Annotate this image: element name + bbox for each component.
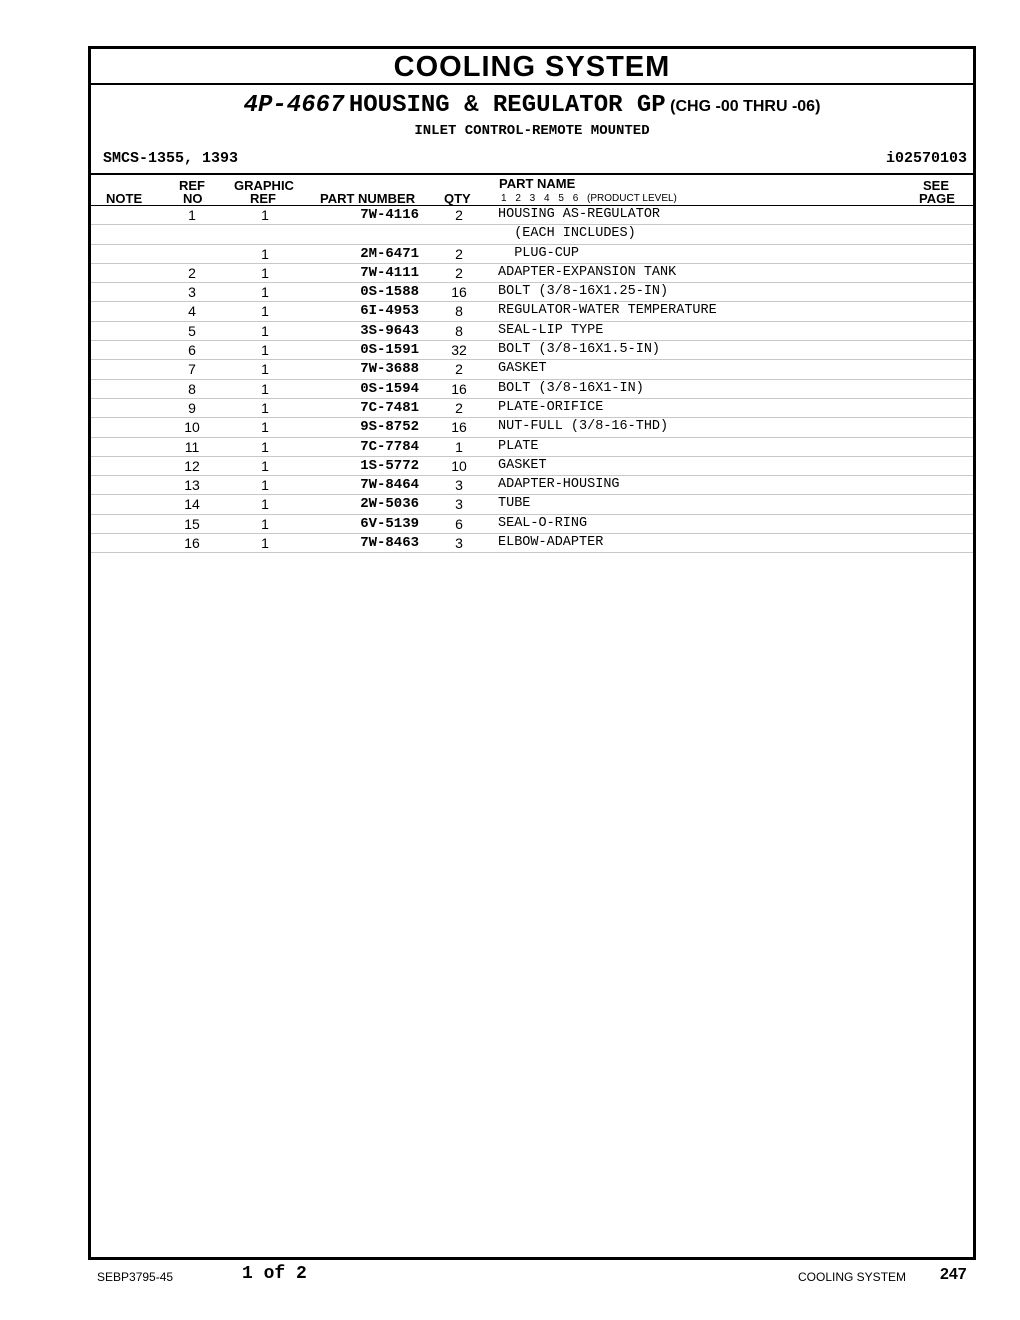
part-number-cell: 1S-5772	[360, 457, 419, 474]
part-name-cell: BOLT (3/8-16X1.25-IN)	[498, 284, 669, 300]
table-row	[91, 283, 973, 302]
header-see-page-line2: PAGE	[919, 191, 955, 206]
qty-cell: 2	[455, 399, 463, 416]
graphic-ref-cell: 1	[261, 477, 269, 494]
header-part-name: PART NAME	[499, 176, 576, 191]
ref-no-cell: 4	[188, 303, 196, 320]
part-name-cell: GASKET	[498, 457, 547, 473]
ref-no-cell: 8	[188, 380, 196, 397]
product-level-numbers: 1 2 3 4 5 6	[501, 193, 579, 204]
part-number-cell: 0S-1594	[360, 380, 419, 397]
graphic-ref-cell: 1	[261, 419, 269, 436]
part-name-cell: REGULATOR-WATER TEMPERATURE	[498, 303, 717, 319]
part-name-cell: SEAL-LIP TYPE	[498, 322, 604, 338]
part-name-cell: BOLT (3/8-16X1.5-IN)	[498, 342, 661, 358]
table-row	[91, 399, 973, 418]
part-number-cell: 7C-7481	[360, 399, 419, 416]
table-row	[91, 380, 973, 399]
qty-cell: 16	[451, 380, 467, 397]
part-name-cell: HOUSING AS-REGULATOR	[498, 207, 661, 222]
table-row	[91, 418, 973, 437]
qty-cell: 6	[455, 515, 463, 532]
table-row	[91, 322, 973, 341]
header-product-levels	[501, 193, 677, 204]
qty-cell: 2	[455, 264, 463, 281]
graphic-ref-cell: 1	[261, 535, 269, 552]
part-number-cell: 7W-3688	[360, 361, 419, 378]
qty-cell: 3	[455, 496, 463, 513]
footer-section: COOLING SYSTEM	[798, 1270, 907, 1284]
part-number-cell: 7W-4111	[360, 264, 419, 281]
ref-no-cell: 11	[184, 438, 200, 455]
footer-page-number: 247	[940, 1266, 967, 1283]
product-level-label: (PRODUCT LEVEL)	[587, 193, 677, 204]
part-number-cell: 0S-1591	[360, 342, 419, 359]
table-row	[91, 245, 973, 264]
ref-no-cell: 5	[188, 322, 196, 339]
table-header	[91, 175, 973, 206]
qty-cell: 2	[455, 245, 463, 262]
part-number-cell: 7W-8464	[360, 477, 419, 494]
header-ref-no-line1: REF	[179, 178, 205, 193]
part-number-cell: 0S-1588	[360, 284, 419, 301]
group-number: 4P-4667	[243, 92, 345, 119]
part-number-cell: 3S-9643	[360, 322, 419, 339]
header-ref-no-line2: NO	[183, 191, 203, 206]
graphic-ref-cell: 1	[261, 515, 269, 532]
qty-cell: 16	[451, 419, 467, 436]
table-row	[91, 476, 973, 495]
table-row	[91, 225, 973, 244]
ref-no-cell: 9	[188, 399, 196, 416]
part-name-cell: TUBE	[498, 496, 531, 512]
part-name-cell: GASKET	[498, 361, 547, 377]
parts-page-frame	[88, 46, 976, 1260]
part-number-cell: 7W-8463	[360, 535, 419, 552]
footer-doc-id: SEBP3795-45	[97, 1270, 174, 1284]
header-qty: QTY	[444, 191, 471, 206]
graphic-ref-cell: 1	[261, 361, 269, 378]
graphic-ref-cell: 1	[261, 457, 269, 474]
part-number-cell: 7W-4116	[360, 207, 419, 223]
table-row	[91, 534, 973, 553]
graphic-ref-cell: 1	[261, 438, 269, 455]
ref-no-cell: 14	[184, 496, 200, 513]
qty-cell: 2	[455, 207, 463, 223]
qty-cell: 32	[451, 342, 467, 359]
part-name-cell: SEAL-O-RING	[498, 515, 588, 531]
part-name-cell: PLUG-CUP	[498, 245, 580, 261]
part-name-cell: ELBOW-ADAPTER	[498, 535, 604, 551]
illustration-id: i02570103	[885, 150, 967, 167]
part-name-cell: PLATE	[498, 438, 539, 454]
group-name: HOUSING & REGULATOR GP	[348, 92, 666, 119]
part-name-cell: NUT-FULL (3/8-16-THD)	[498, 419, 669, 435]
header-part-number: PART NUMBER	[320, 191, 416, 206]
graphic-ref-cell: 1	[261, 399, 269, 416]
ref-no-cell: 13	[184, 477, 200, 494]
smcs-code: SMCS-1355, 1393	[103, 150, 239, 167]
ref-no-cell: 6	[188, 342, 196, 359]
table-row	[91, 206, 973, 225]
table-row	[91, 264, 973, 283]
graphic-ref-cell: 1	[261, 264, 269, 281]
part-name-cell: PLATE-ORIFICE	[498, 399, 604, 415]
qty-cell: 10	[451, 457, 467, 474]
graphic-ref-cell: 1	[261, 207, 269, 223]
group-serial-range: (CHG -00 THRU -06)	[670, 98, 821, 115]
header-see-page-line1: SEE	[923, 178, 950, 193]
ref-no-cell: 16	[184, 535, 200, 552]
graphic-ref-cell: 1	[261, 380, 269, 397]
header-note: NOTE	[106, 191, 143, 206]
header-graphic-ref-line1: GRAPHIC	[234, 178, 294, 193]
table-row	[91, 341, 973, 360]
part-number-cell: 6V-5139	[360, 515, 419, 532]
parts-table-body	[91, 206, 973, 553]
qty-cell: 8	[455, 322, 463, 339]
part-name-cell: ADAPTER-HOUSING	[498, 477, 620, 493]
part-number-cell: 7C-7784	[360, 438, 419, 455]
ref-no-cell: 12	[184, 457, 200, 474]
part-number-cell: 2M-6471	[360, 245, 419, 262]
table-row	[91, 515, 973, 534]
footer-page-of: 1 of 2	[242, 1264, 307, 1284]
ref-no-cell: 2	[188, 264, 196, 281]
graphic-ref-cell: 1	[261, 496, 269, 513]
table-row	[91, 438, 973, 457]
table-row	[91, 495, 973, 514]
ref-no-cell: 3	[188, 284, 196, 301]
header-graphic-ref-line2: REF	[250, 191, 276, 206]
group-subtitle: INLET CONTROL-REMOTE MOUNTED	[414, 123, 650, 139]
group-header	[91, 85, 973, 175]
part-number-cell: 9S-8752	[360, 419, 419, 436]
table-row	[91, 457, 973, 476]
part-number-cell: 2W-5036	[360, 496, 419, 513]
part-name-cell: BOLT (3/8-16X1-IN)	[498, 380, 644, 396]
qty-cell: 1	[455, 438, 463, 455]
part-number-cell: 6I-4953	[360, 303, 419, 320]
qty-cell: 3	[455, 477, 463, 494]
graphic-ref-cell: 1	[261, 284, 269, 301]
qty-cell: 16	[451, 284, 467, 301]
section-title: COOLING SYSTEM	[91, 49, 973, 85]
part-name-cell: ADAPTER-EXPANSION TANK	[498, 264, 677, 280]
ref-no-cell: 10	[184, 419, 200, 436]
part-name-cell: (EACH INCLUDES)	[498, 226, 636, 242]
table-row	[91, 302, 973, 321]
qty-cell: 2	[455, 361, 463, 378]
graphic-ref-cell: 1	[261, 322, 269, 339]
graphic-ref-cell: 1	[261, 342, 269, 359]
table-row	[91, 360, 973, 379]
qty-cell: 8	[455, 303, 463, 320]
page-footer	[0, 1262, 1020, 1292]
graphic-ref-cell: 1	[261, 303, 269, 320]
ref-no-cell: 7	[188, 361, 196, 378]
qty-cell: 3	[455, 535, 463, 552]
ref-no-cell: 15	[184, 515, 200, 532]
group-title-line	[91, 92, 973, 119]
ref-no-cell: 1	[188, 207, 196, 223]
graphic-ref-cell: 1	[261, 245, 269, 262]
